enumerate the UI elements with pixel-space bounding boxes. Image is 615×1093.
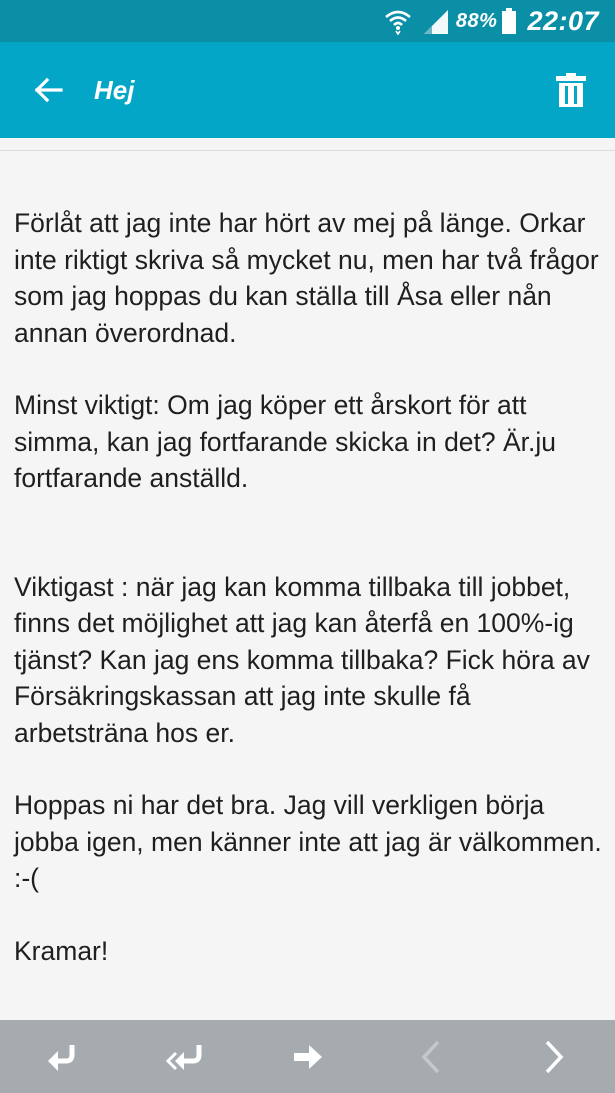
message-paragraph: Hoppas ni har det bra. Jag vill verkligen börja jobba igen, men känner inte att jag är välkommen. :-( (14, 790, 602, 893)
back-arrow-icon (33, 77, 63, 103)
message-paragraph: Förlåt att jag inte har hört av mej på länge. Orkar inte riktigt skriva så mycket nu, men har två frågor som jag hoppas du kan ställa till Åsa eller nån annan överordnad. (14, 208, 599, 348)
wifi-icon (384, 7, 412, 35)
forward-button[interactable] (278, 1027, 338, 1087)
reply-all-icon (165, 1043, 205, 1071)
reply-all-button[interactable] (155, 1027, 215, 1087)
reply-button[interactable] (32, 1027, 92, 1087)
signal-icon (422, 8, 450, 34)
bottom-action-bar (0, 1020, 615, 1093)
message-paragraph: Kramar! (14, 935, 109, 966)
previous-message-button[interactable] (401, 1027, 461, 1087)
delete-button[interactable] (547, 66, 595, 114)
message-body (14, 205, 609, 969)
back-button[interactable] (24, 66, 72, 114)
next-icon (544, 1040, 564, 1074)
app-bar (0, 42, 615, 138)
battery-percent: 88% (455, 9, 498, 32)
previous-icon (421, 1040, 441, 1074)
message-paragraph: Minst viktigt: Om jag köper ett årskort för att simma, kan jag fortfarande skicka in det? Är.ju fortfarande anställd. (14, 390, 557, 493)
status-bar (0, 0, 615, 42)
trash-icon (556, 73, 586, 107)
forward-icon (292, 1043, 324, 1071)
next-message-button[interactable] (524, 1027, 584, 1087)
battery-icon (501, 8, 517, 34)
reply-icon (46, 1043, 78, 1071)
header-divider (0, 150, 615, 151)
message-subject: Hej (94, 74, 135, 105)
message-paragraph: Viktigast : när jag kan komma tillbaka till jobbet, finns det möjlighet att jag kan återfå en 100%-ig tjänst? Kan jag ens komma tillbaka? Fick höra av Försäkringskassan att jag inte skulle få arbetsträna hos er. (14, 571, 590, 748)
clock: 22:07 (527, 5, 599, 36)
